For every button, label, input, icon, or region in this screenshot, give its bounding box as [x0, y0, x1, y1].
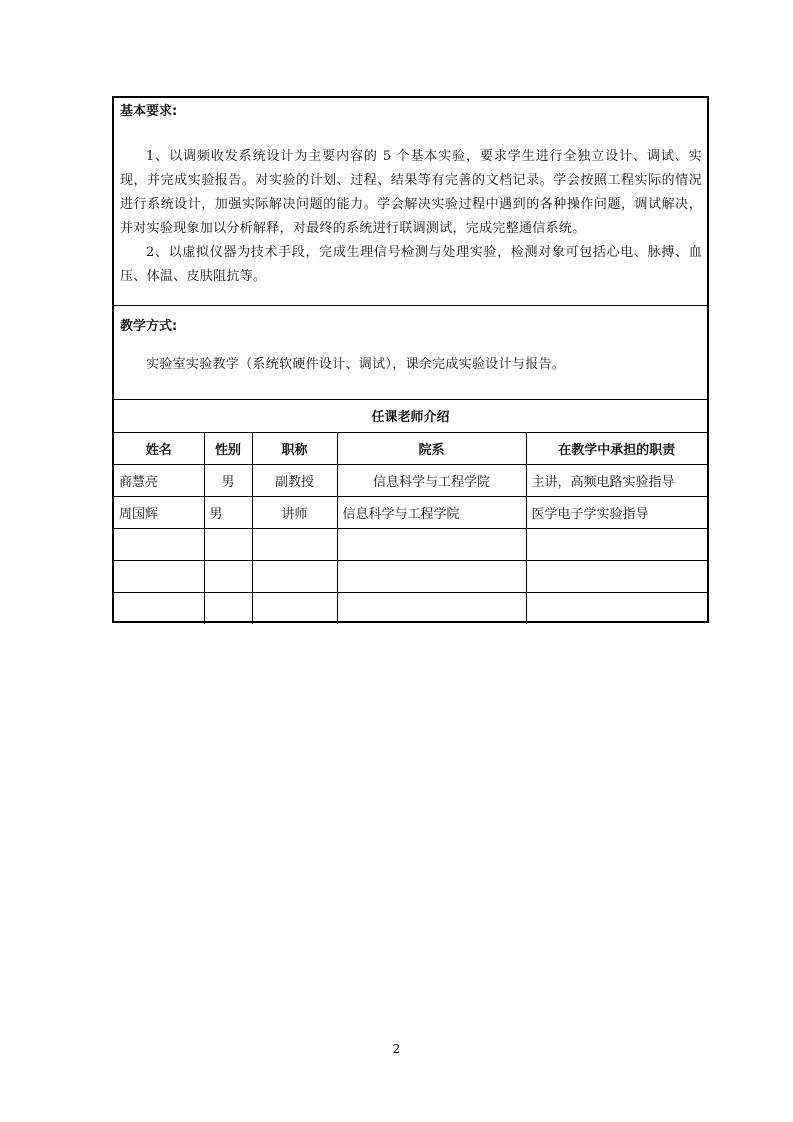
cell-name	[114, 592, 204, 624]
cell-gender	[204, 592, 252, 624]
cell-name	[114, 560, 204, 592]
teaching-method-text: 实验室实验教学（系统软硬件设计、调试），课余完成实验设计与报告。	[146, 357, 566, 372]
header-title: 职称	[252, 432, 337, 464]
cell-name: 商慧亮	[114, 464, 204, 496]
teachers-header-row	[114, 432, 707, 464]
teachers-caption: 任课老师介绍	[114, 400, 707, 432]
cell-name: 周国辉	[114, 496, 204, 528]
cell-duties	[526, 560, 707, 592]
table-row	[114, 592, 707, 624]
requirements-title: 基本要求:	[120, 104, 178, 119]
teaching-method-section	[114, 306, 707, 400]
cell-department	[337, 528, 526, 560]
header-gender: 性别	[204, 432, 252, 464]
cell-duties	[526, 592, 707, 624]
page-number: 2	[392, 1042, 401, 1056]
teaching-method-title: 教学方式:	[120, 319, 178, 334]
cell-duties: 医学电子学实验指导	[526, 496, 707, 528]
table-row	[114, 464, 707, 496]
cell-duties: 主讲，高频电路实验指导	[526, 464, 707, 496]
teachers-caption-row	[114, 400, 707, 432]
cell-gender	[204, 560, 252, 592]
cell-department	[337, 560, 526, 592]
teachers-table	[114, 400, 707, 624]
cell-title	[252, 528, 337, 560]
cell-gender: 男	[204, 464, 252, 496]
cell-title: 讲师	[252, 496, 337, 528]
course-info-frame	[112, 96, 709, 623]
cell-title: 副教授	[252, 464, 337, 496]
cell-department: 信息科学与工程学院	[337, 496, 526, 528]
requirements-section	[114, 98, 707, 306]
cell-department: 信息科学与工程学院	[337, 464, 526, 496]
cell-title	[252, 592, 337, 624]
cell-gender: 男	[204, 496, 252, 528]
requirements-paragraph-1: 1、以调频收发系统设计为主要内容的 5 个基本实验，要求学生进行全独立设计、调试、实现，并完成实验报告。对实验的计划、过程、结果等有完善的文档记录。学会按照工程实际的情况进行系统设计，加强实际解决问题的能力。学会解决实验过程中遇到的各种操作问题，调试解决，并对实验现象加以分析解释，对最终的系统进行联调测试，完成完整通信系统。	[120, 149, 702, 236]
cell-department	[337, 592, 526, 624]
cell-title	[252, 560, 337, 592]
table-row	[114, 560, 707, 592]
cell-gender	[204, 528, 252, 560]
cell-duties	[526, 528, 707, 560]
requirements-paragraph-2: 2、以虚拟仪器为技术手段，完成生理信号检测与处理实验，检测对象可包括心电、脉搏、血压、体温、皮肤阻抗等。	[120, 245, 702, 284]
header-duties: 在教学中承担的职责	[526, 432, 707, 464]
header-name: 姓名	[114, 432, 204, 464]
table-row	[114, 496, 707, 528]
table-row	[114, 528, 707, 560]
cell-name	[114, 528, 204, 560]
header-department: 院系	[337, 432, 526, 464]
